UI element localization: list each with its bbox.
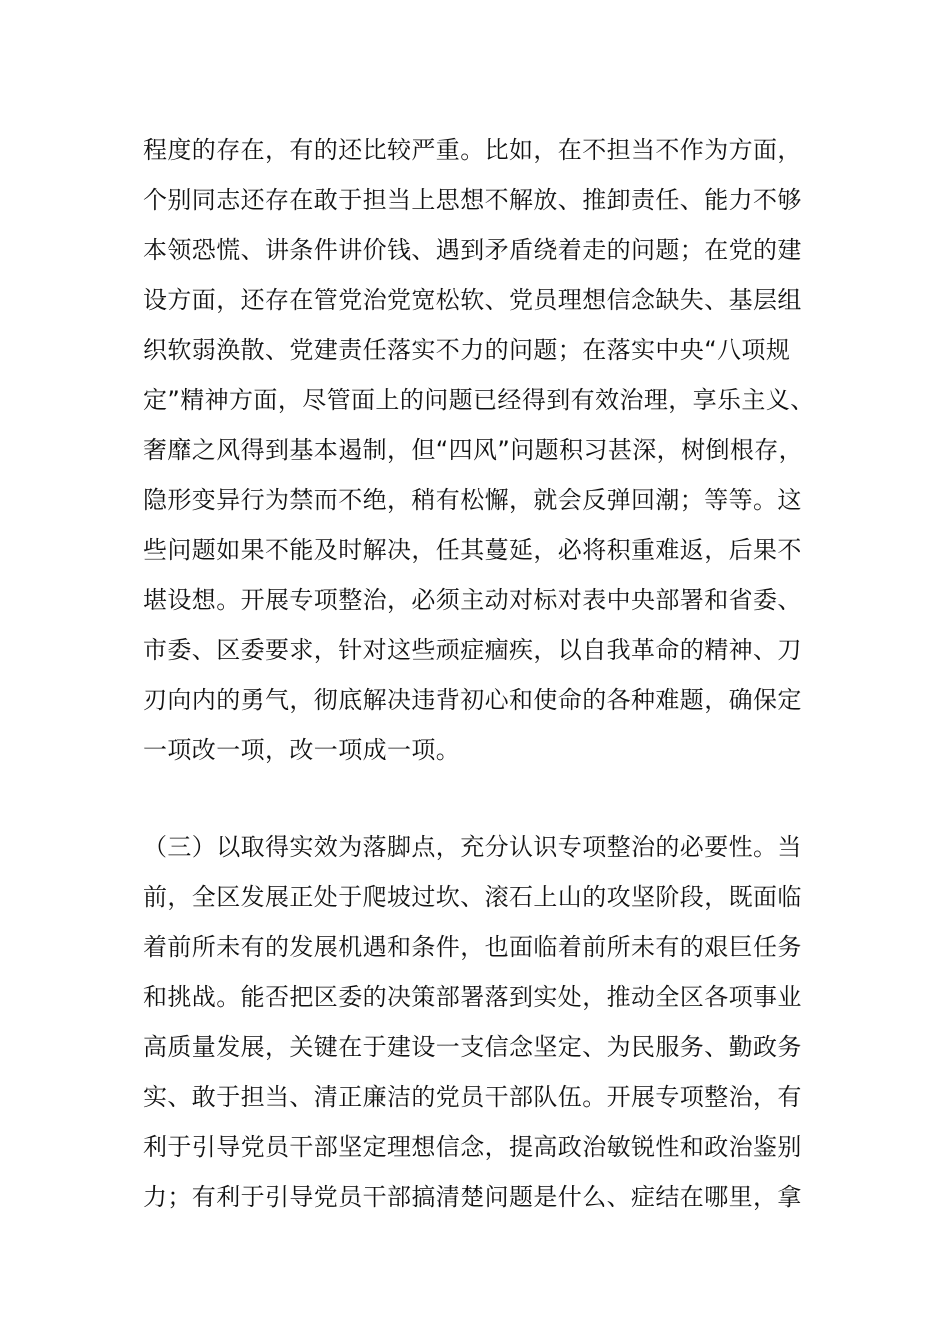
text-line: 实、敢于担当、清正廉洁的党员干部队伍。开展专项整治，有 — [143, 1083, 802, 1111]
text-line: 刃向内的勇气，彻底解决违背初心和使命的各种难题，确保定 — [143, 686, 802, 714]
text-line: 堪设想。开展专项整治，必须主动对标对表中央部署和省委、 — [143, 586, 802, 614]
text-line: 奢靡之风得到基本遏制，但“四风”问题积习甚深，树倒根存， — [143, 436, 804, 464]
text-line: 隐形变异行为禁而不绝，稍有松懈，就会反弹回潮；等等。这 — [143, 486, 802, 514]
text-line: 着前所未有的发展机遇和条件，也面临着前所未有的艰巨任务 — [143, 933, 802, 961]
text-line: 织软弱涣散、党建责任落实不力的问题；在落实中央“八项规 — [143, 336, 791, 364]
text-line: 个别同志还存在敢于担当上思想不解放、推卸责任、能力不够 — [143, 186, 802, 214]
text-line: 市委、区委要求，针对这些顽症痼疾，以自我革命的精神、刀 — [143, 636, 802, 664]
text-line: 程度的存在，有的还比较严重。比如，在不担当不作为方面， — [143, 136, 802, 164]
text-line: （三）以取得实效为落脚点，充分认识专项整治的必要性。当 — [143, 833, 802, 861]
text-line: 一项改一项，改一项成一项。 — [143, 736, 461, 764]
text-line: 力；有利于引导党员干部搞清楚问题是什么、症结在哪里，拿 — [143, 1183, 802, 1211]
text-line: 本领恐慌、讲条件讲价钱、遇到矛盾绕着走的问题；在党的建 — [143, 236, 802, 264]
text-line: 前，全区发展正处于爬坡过坎、滚石上山的攻坚阶段，既面临 — [143, 883, 802, 911]
text-line: 定”精神方面，尽管面上的问题已经得到有效治理，享乐主义、 — [143, 386, 815, 414]
text-line: 高质量发展，关键在于建设一支信念坚定、为民服务、勤政务 — [143, 1033, 802, 1061]
text-line: 利于引导党员干部坚定理想信念，提高政治敏锐性和政治鉴别 — [143, 1133, 802, 1161]
text-line: 些问题如果不能及时解决，任其蔓延，必将积重难返，后果不 — [143, 536, 802, 564]
text-line: 设方面，还存在管党治党宽松软、党员理想信念缺失、基层组 — [143, 286, 802, 314]
text-line: 和挑战。能否把区委的决策部署落到实处，推动全区各项事业 — [143, 983, 802, 1011]
